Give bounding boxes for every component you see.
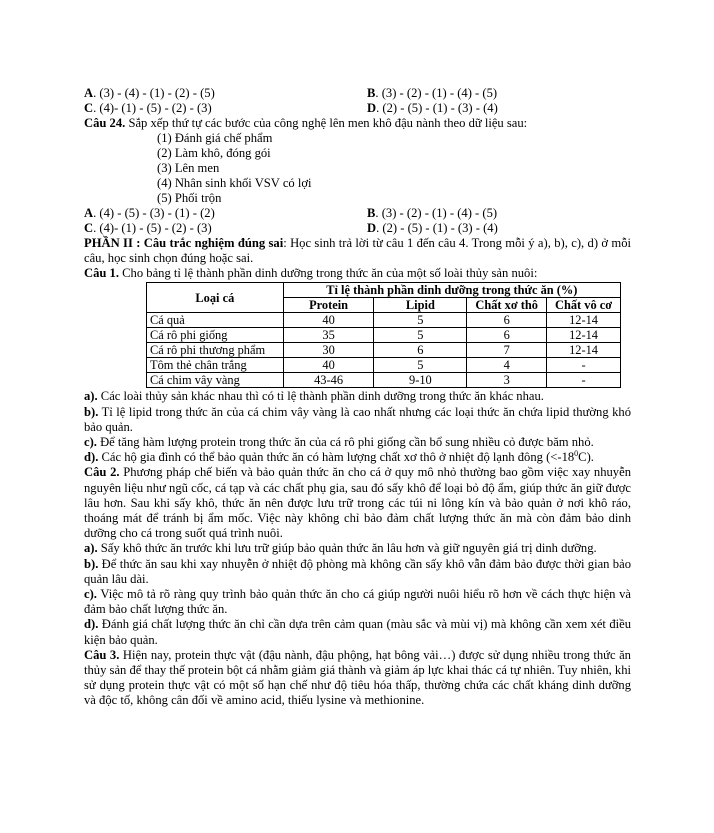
nutrition-table	[146, 282, 621, 388]
q1-statement-b[interactable]: b). Tỉ lệ lipid trong thức ăn của cá chim vây vàng là cao nhất nhưng các loại thức ăn chứa lipid thường khó bảo quản.	[84, 404, 631, 434]
q24-options-row2	[84, 221, 631, 236]
q1-statement-a[interactable]: a). Các loài thủy sản khác nhau thì có tỉ lệ thành phần dinh dưỡng trong thức ăn khác nhau.	[84, 389, 544, 404]
cell-value: 35	[283, 328, 374, 343]
header-fiber: Chất xơ thô	[467, 298, 547, 313]
cell-value: 5	[374, 358, 467, 373]
cell-fish: Cá quả	[147, 313, 284, 328]
cell-value: 5	[374, 328, 467, 343]
cell-value: 3	[467, 373, 547, 388]
table-row	[147, 313, 621, 328]
cell-value: 40	[283, 313, 374, 328]
q24-step: (2) Làm khô, đóng gói	[157, 146, 271, 160]
q2-statement-b[interactable]: b). Để thức ăn sau khi xay nhuyễn ở nhiệt độ phòng mà không cần sấy khô vẫn đảm bảo được thời gian bảo quản lâu dài.	[84, 556, 631, 586]
cell-fish: Cá rô phi giống	[147, 328, 284, 343]
q24-option-a[interactable]: A. (4) - (5) - (3) - (1) - (2)	[84, 206, 215, 220]
cell-value: 6	[467, 328, 547, 343]
q23-option-d[interactable]: D. (2) - (5) - (1) - (3) - (4)	[367, 101, 498, 115]
q24-step: (4) Nhân sinh khối VSV có lợi	[157, 176, 312, 190]
q23-options-row2	[84, 101, 631, 116]
q23-option-c[interactable]: C. (4)- (1) - (5) - (2) - (3)	[84, 101, 212, 115]
cell-value: 7	[467, 343, 547, 358]
q1-statement-c[interactable]: c). Để tăng hàm lượng protein trong thức ăn của cá rô phi giống cần bổ sung nhiều cỏ được băm nhỏ.	[84, 435, 594, 450]
cell-fish: Tôm thẻ chân trắng	[147, 358, 284, 373]
q2-statement-d[interactable]: d). Đánh giá chất lượng thức ăn chỉ cần dựa trên cảm quan (màu sắc và mùi vị) mà không cần xem xét điều kiện bảo quản.	[84, 617, 631, 647]
cell-fish: Cá chim vây vàng	[147, 373, 284, 388]
header-protein: Protein	[283, 298, 374, 313]
q24-options-row1	[84, 206, 631, 221]
q3-stem: Câu 3. Hiện nay, protein thực vật (đậu nành, đậu phộng, hạt bông vải…) được sử dụng nhiều trong thức ăn thủy sản để thay thế protein bột cá nhằm giảm giá thành và giảm áp lực khai thác cá tự nhiên. Tuy nhiên, khi sử dụng protein thực vật có một số hạn chế như độ tiêu hóa thấp, thường chứa các chất kháng dinh dưỡng và độc tố, không cân đối về amino acid, thiếu lysine và methionine.	[84, 647, 632, 708]
header-fish-type: Loại cá	[147, 283, 284, 313]
header-nutrient-group: Tỉ lệ thành phần dinh dưỡng trong thức ăn (%)	[283, 283, 620, 298]
q24-option-b[interactable]: B. (3) - (2) - (1) - (4) - (5)	[367, 206, 498, 220]
q2-statement-a[interactable]: a). Sấy khô thức ăn trước khi lưu trữ giúp bảo quản thức ăn lâu hơn và giữ nguyên giá trị dinh dưỡng.	[84, 541, 597, 556]
cell-value: 6	[374, 343, 467, 358]
cell-value: -	[547, 373, 621, 388]
part2-instructions: PHẦN II : Câu trắc nghiệm đúng sai: Học sinh trả lời từ câu 1 đến câu 4. Trong mỗi ý a), b), c), d) ở mỗi câu, học sinh chọn đúng hoặc sai.	[84, 236, 632, 266]
q2-statement-c[interactable]: c). Việc mô tả rõ ràng quy trình bảo quản thức ăn cho cá giúp người nuôi hiểu rõ hơn về cách thực hiện và đảm bảo chất lượng thức ăn.	[84, 587, 631, 617]
q24-option-d[interactable]: D. (2) - (5) - (1) - (3) - (4)	[367, 221, 498, 235]
cell-value: 12-14	[547, 328, 621, 343]
cell-value: 30	[283, 343, 374, 358]
exam-page	[84, 86, 631, 709]
cell-value: 43-46	[283, 373, 374, 388]
header-minerals: Chất vô cơ	[547, 298, 621, 313]
q24-option-c[interactable]: C. (4)- (1) - (5) - (2) - (3)	[84, 221, 212, 235]
cell-value: 5	[374, 313, 467, 328]
q23-option-a[interactable]: A. (3) - (4) - (1) - (2) - (5)	[84, 86, 215, 100]
table-row	[147, 373, 621, 388]
q24-stem: Câu 24. Sắp xếp thứ tự các bước của công nghệ lên men khô đậu nành theo dữ liệu sau:	[84, 116, 528, 130]
cell-value: -	[547, 358, 621, 373]
q23-option-b[interactable]: B. (3) - (2) - (1) - (4) - (5)	[367, 86, 498, 100]
cell-value: 9-10	[374, 373, 467, 388]
cell-value: 40	[283, 358, 374, 373]
q24-step: (1) Đánh giá chế phẩm	[157, 131, 273, 145]
cell-fish: Cá rô phi thương phẩm	[147, 343, 284, 358]
part2-title: PHẦN II : Câu trắc nghiệm đúng sai	[84, 236, 284, 250]
q24-step: (5) Phối trộn	[157, 191, 222, 205]
q1-statement-d[interactable]: d). Các hộ gia đình có thể bảo quản thức ăn có hàm lượng chất xơ thô ở nhiệt độ lạnh đông $(<-18^0C)$.	[84, 449, 594, 465]
cell-value: 6	[467, 313, 547, 328]
cell-value: 12-14	[547, 343, 621, 358]
header-lipid: Lipid	[374, 298, 467, 313]
cell-value: 12-14	[547, 313, 621, 328]
q24-step: (3) Lên men	[157, 161, 220, 175]
table-row	[147, 328, 621, 343]
cell-value: 4	[467, 358, 547, 373]
q23-options-row1	[84, 86, 631, 101]
table-row	[147, 343, 621, 358]
q2-stem: Câu 2. Phương pháp chế biến và bảo quản thức ăn cho cá ở quy mô nhỏ thường bao gồm việc xay nhuyễn nguyên liệu như ngũ cốc, cá tạp và các chất phụ gia, sau đó sấy khô để loại bỏ độ ẩm, giúp thức ăn giữ được lâu hơn. Sau khi sấy khô, thức ăn nên được lưu trữ trong các túi ni lông kín và bảo quản ở nơi khô ráo, thoáng mát để tránh bị ẩm mốc. Việc này không chỉ bảo đảm chất lượng thức ăn mà còn đảm bảo dinh dưỡng cho cá trong suốt quá trình nuôi.	[84, 465, 631, 541]
table-row	[147, 358, 621, 373]
q1-stem: Câu 1. Cho bảng tỉ lệ thành phần dinh dưỡng trong thức ăn của một số loài thủy sản nuôi:	[84, 266, 538, 281]
